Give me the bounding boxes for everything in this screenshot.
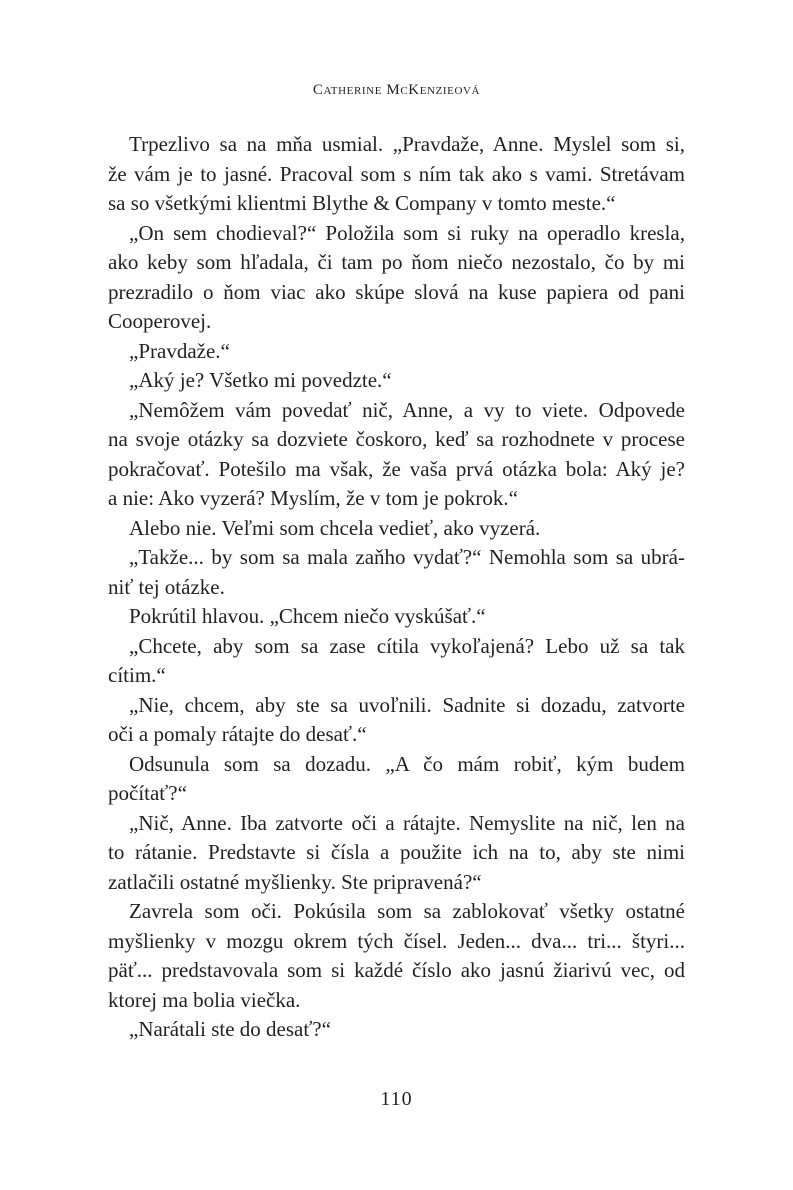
text-line: ako keby som hľadala, či tam po ňom niečo nezostalo, čo by mi [108, 250, 685, 274]
text-line: „Nemôžem vám povedať nič, Anne, a vy to viete. Odpovede [129, 397, 685, 422]
text-line: pokračovať. Potešilo ma však, že vaša prvá otázka bola: Aký je? [108, 456, 685, 481]
body-text [108, 130, 685, 1045]
page-number: 110 [380, 1088, 413, 1110]
text-line: zatlačili ostatné myšlienky. Ste pripravená?“ [108, 869, 482, 894]
text-line: „Nič, Anne. Iba zatvorte oči a rátajte. Nemyslite na nič, len na [129, 810, 685, 835]
text-line: Pokrútil hlavou. „Chcem niečo vyskúšať.“ [129, 604, 486, 628]
text-line: „Narátali ste do desať?“ [129, 1017, 331, 1041]
text-line: oči a pomaly rátajte do desať.“ [108, 722, 367, 746]
text-line: „Chcete, aby som sa zase cítila vykoľajená? Lebo už sa tak [129, 633, 685, 658]
text-line: „Aký je? Všetko mi povedzte.“ [129, 368, 392, 392]
text-line: na svoje otázky sa dozviete čoskoro, keď sa rozhodnete v procese [108, 427, 685, 451]
text-line: Alebo nie. Veľmi som chcela vedieť, ako vyzerá. [129, 515, 541, 540]
text-line: cítim.“ [108, 663, 166, 687]
text-line: „On sem chodieval?“ Položila som si ruky na operadlo kresla, [129, 220, 685, 245]
text-line: prezradilo o ňom viac ako skúpe slová na kuse papiera od pani [108, 279, 685, 304]
text-line: Trpezlivo sa na mňa usmial. „Pravdaže, Anne. Myslel som si, [129, 132, 685, 156]
text-line: myšlienky v mozgu okrem tých čísel. Jeden... dva... tri... štyri... [108, 928, 685, 953]
text-line: „Nie, chcem, aby ste sa uvoľnili. Sadnite si dozadu, zatvorte [129, 692, 685, 717]
text-line: Zavrela som oči. Pokúsila som sa zablokovať všetky ostatné [129, 899, 685, 923]
text-line: „Takže... by som sa mala zaňho vydať?“ Nemohla som sa ubrá- [129, 545, 685, 569]
text-line: niť tej otázke. [108, 574, 225, 599]
text-line: počítať?“ [108, 781, 187, 805]
text-line: Cooperovej. [108, 309, 212, 333]
text-line: ktorej ma bolia viečka. [108, 987, 301, 1012]
text-line: sa so všetkými klientmi Blythe & Company v tomto meste.“ [108, 191, 616, 215]
text-line: „Pravdaže.“ [129, 338, 230, 363]
text-line: a nie: Ako vyzerá? Myslím, že v tom je pokrok.“ [108, 486, 518, 510]
text-line: päť... predstavovala som si každé číslo ako jasnú žiarivú vec, od [108, 958, 685, 982]
running-head: Catherine McKenzieová [312, 82, 481, 98]
text-line: to rátanie. Predstavte si čísla a použite ich na to, aby ste nimi [108, 840, 685, 864]
text-line: že vám je to jasné. Pracoval som s ním tak ako s vami. Stretávam [108, 161, 685, 186]
text-line: Odsunula som sa dozadu. „A čo mám robiť, kým budem [129, 751, 685, 776]
